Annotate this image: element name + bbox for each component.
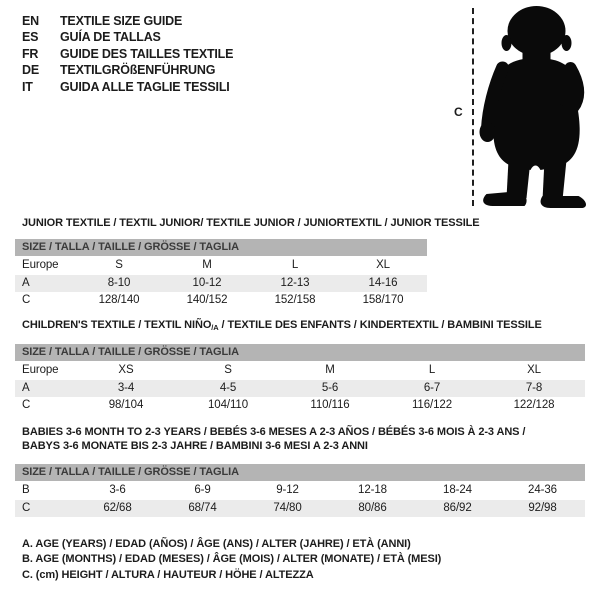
height-cell: 152/158 [274, 294, 316, 306]
note-height: C. (cm) HEIGHT / ALTURA / HAUTEUR / HÖHE / ALTEZZA [22, 568, 314, 581]
lang-code: FR [22, 46, 39, 61]
babies-title-line1: BABIES 3-6 MONTH TO 2-3 YEARS / BEBÉS 3-6 MESES A 2-3 AÑOS / BÉBÉS 3-6 MOIS À 2-3 ANS / [22, 426, 526, 438]
months-cell: 6-9 [194, 484, 211, 496]
lang-code: EN [22, 14, 39, 28]
children-title-prefix: CHILDREN'S TEXTILE / TEXTIL NIÑO [22, 319, 212, 331]
height-cell: 98/104 [108, 399, 144, 411]
table-row-age [15, 275, 427, 293]
children-title-sub: /A [211, 323, 219, 332]
months-cell: 24-36 [528, 484, 557, 496]
table-row-europe [15, 257, 427, 275]
lang-row-es [22, 29, 233, 45]
height-cell: 128/140 [98, 294, 140, 306]
children-size-table [15, 344, 585, 415]
baby-silhouette-icon [478, 4, 594, 211]
legend-notes [22, 537, 441, 583]
junior-table-title: JUNIOR TEXTILE / TEXTIL JUNIOR/ TEXTILE JUNIOR / JUNIORTEXTIL / JUNIOR TESSILE [22, 217, 480, 229]
size-header-bar: SIZE / TALLA / TAILLE / GRÖSSE / TAGLIA [15, 344, 585, 361]
height-cell: 140/152 [186, 294, 228, 306]
size-cell: XL [527, 364, 541, 376]
size-cell: M [325, 364, 335, 376]
age-cell: 10-12 [192, 276, 222, 289]
age-cell: 14-16 [368, 276, 398, 289]
junior-size-table [15, 239, 427, 310]
age-cell: 8-10 [107, 276, 131, 289]
size-cell: L [291, 259, 299, 271]
height-cell: 74/80 [273, 501, 302, 514]
months-cell: 9-12 [276, 484, 299, 496]
age-cell: 5-6 [321, 381, 339, 394]
size-cell: L [428, 364, 436, 376]
row-label: B [22, 484, 30, 496]
size-cell: S [224, 364, 232, 376]
row-label: C [22, 399, 31, 411]
height-cell: 104/110 [207, 399, 249, 411]
months-cell: 12-18 [358, 484, 387, 496]
height-cell: 80/86 [358, 501, 387, 514]
height-cell: 116/122 [411, 399, 453, 411]
height-cell: 68/74 [188, 501, 217, 514]
table-row-months [15, 482, 585, 500]
age-cell: 12-13 [280, 276, 310, 289]
baby-silhouette [478, 4, 594, 211]
lang-label: GUÍA DE TALLAS [60, 30, 161, 45]
size-cell: M [202, 259, 212, 271]
size-header-bar: SIZE / TALLA / TAILLE / GRÖSSE / TAGLIA [15, 464, 585, 481]
note-age-months: B. AGE (MONTHS) / EDAD (MESES) / ÂGE (MOIS) / ALTER (MONATE) / ETÀ (MESI) [22, 553, 442, 566]
row-label: A [22, 381, 30, 394]
lang-code: DE [22, 63, 39, 78]
note-age-years: A. AGE (YEARS) / EDAD (AÑOS) / ÂGE (ANS) / ALTER (JAHRE) / ETÀ (ANNI) [22, 538, 411, 550]
table-row-height [15, 292, 427, 310]
row-label: C [22, 294, 31, 306]
age-cell: 6-7 [423, 381, 441, 394]
lang-code: ES [22, 30, 39, 45]
age-cell: 4-5 [219, 381, 237, 394]
height-c-label: C [454, 105, 463, 119]
lang-label: GUIDE DES TAILLES TEXTILE [60, 46, 234, 61]
row-label: C [22, 501, 31, 514]
lang-label: GUIDA ALLE TAGLIE TESSILI [60, 79, 230, 94]
lang-row-fr [22, 46, 233, 62]
size-header-bar: SIZE / TALLA / TAILLE / GRÖSSE / TAGLIA [15, 239, 427, 256]
babies-size-table [15, 464, 585, 517]
row-label: Europe [22, 259, 59, 271]
size-cell: XS [118, 364, 134, 376]
age-cell: 7-8 [525, 381, 543, 394]
table-row-age [15, 380, 585, 398]
babies-title-line2: BABYS 3-6 MONATE BIS 2-3 JAHRE / BAMBINI 3-6 MESI A 2-3 ANNI [22, 439, 368, 452]
lang-label: TEXTILE SIZE GUIDE [60, 14, 183, 28]
age-cell: 3-4 [117, 381, 135, 394]
babies-table-title [22, 426, 525, 453]
lang-row-it [22, 79, 233, 95]
children-title-suffix: / TEXTILE DES ENFANTS / KINDERTEXTIL / BAMBINI TESSILE [218, 319, 542, 331]
height-cell: 158/170 [362, 294, 404, 306]
lang-label: TEXTILGRÖßENFÜHRUNG [60, 63, 216, 78]
children-table-title [22, 319, 542, 332]
months-cell: 3-6 [109, 484, 126, 496]
language-header [22, 13, 233, 95]
lang-code: IT [22, 79, 33, 94]
row-label: Europe [22, 364, 59, 376]
height-dashed-line [472, 8, 474, 206]
height-cell: 62/68 [103, 501, 132, 514]
height-cell: 122/128 [513, 399, 555, 411]
height-cell: 110/116 [310, 399, 350, 411]
table-row-height [15, 397, 585, 415]
size-cell: S [115, 259, 123, 271]
height-cell: 86/92 [443, 501, 472, 514]
table-row-height [15, 500, 585, 518]
lang-row-de [22, 62, 233, 78]
size-cell: XL [376, 259, 390, 271]
lang-row-en [22, 13, 233, 29]
row-label: A [22, 276, 30, 289]
months-cell: 18-24 [443, 484, 472, 496]
height-cell: 92/98 [528, 501, 557, 514]
table-row-europe [15, 362, 585, 380]
